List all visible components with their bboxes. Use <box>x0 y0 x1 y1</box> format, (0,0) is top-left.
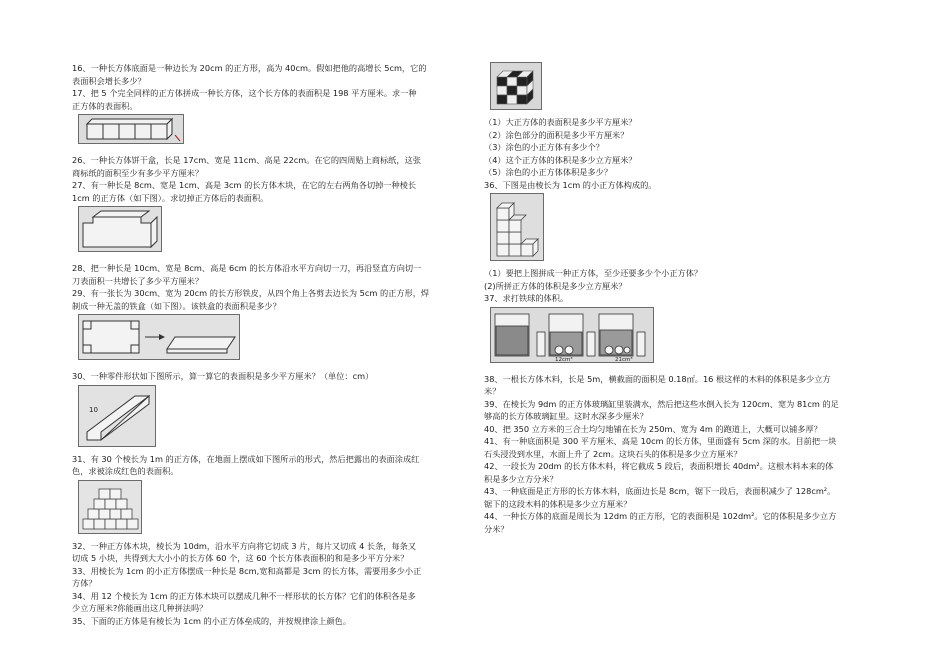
question-28-line-2: 刀表面积一共增长了多少平方厘米？ <box>72 275 204 286</box>
question-41-line-2: 石头浸没到水里，水面上升了 2cm。这块石头的体积是多少立方厘米？ <box>484 448 742 459</box>
question-29-line-2: 制成一种无盖的铁盒（如下图）。该铁盒的表面积是多少？ <box>72 300 281 311</box>
question-27-line-2: 1cm 的正方体（如下图）。求切掉正方体后的表面积。 <box>72 192 269 203</box>
question-35-sub-4: （4）这个正方体的体积是多少立方厘米？ <box>484 154 637 165</box>
question-39-line-1: 39、在棱长为 9dm 的正方体玻璃缸里装满水，然后把这些水倒入长为 120cm、宽为 81cm 的足 <box>484 398 839 409</box>
question-42-line-1: 42、一段长为 20dm 的长方体木料，将它截成 5 段后，表面积增长 40dm²。这根木料本来的体 <box>484 461 834 471</box>
question-37-line-1: 37、求打铁球的体积。 <box>484 293 569 303</box>
dimension-label: 10 <box>89 405 98 414</box>
question-27-line-1: 27、有一种长是 8cm、宽是 1cm、高是 3cm 的长方体木块，在它的左右两角各切掉一种棱长 <box>72 180 417 190</box>
question-16-line-1: 16、一种长方体底面是一种边长为 20cm 的正方形，高为 40cm。假如把他的高增长 5cm，它的 <box>72 63 427 73</box>
question-34-line-2: 少立方厘米?你能画出这几种拼法吗？ <box>72 603 208 613</box>
cut-block-figure <box>78 206 162 252</box>
question-44-line-2: 分米？ <box>484 523 509 534</box>
question-32-line-1: 32、一种正方体木块，棱长为 10dm，沿水平方向将它切成 3 片，每片又切成 4 长条，每条又 <box>72 540 417 551</box>
left-column <box>72 62 470 627</box>
cube-stack-figure <box>78 480 142 534</box>
question-33-line-1: 33、用棱长为 1cm 的小正方体摆成一种长是 8cm,宽和高都是 3cm 的长方体，需要用多少小正 <box>72 565 422 576</box>
question-32-line-2: 切成 5 小块，共得到大大小小的长方体 60 个，这 60 个长方体表面积的和是多少平方分米？ <box>72 553 409 563</box>
small-cube-tower-figure <box>490 193 544 261</box>
volume-label-1: 12cm³ <box>555 356 573 363</box>
question-17-line-2: 正方体的表面积。 <box>72 100 138 111</box>
question-38-line-1: 38、一根长方体木料，长是 5m，横截面的面积是 0.18㎡。16 根这样的木料的体积是多少立方 <box>484 373 831 384</box>
question-36-line-1: 36、下图是由棱长为 1cm 的小正方体构成的。 <box>484 179 657 190</box>
question-39-line-2: 够高的长方体玻璃缸里。这时水深多少厘米？ <box>484 411 648 421</box>
question-31-line-1: 31、有 30 个棱长为 1m 的正方体，在地面上摆成如下图所示的形式，然后把露出的表面涂成红 <box>72 453 420 464</box>
question-33-line-2: 方体？ <box>72 578 97 588</box>
question-35-sub-1: （1）大正方体的表面积是多少平方厘米？ <box>484 117 637 127</box>
question-38-line-2: 米？ <box>484 386 501 396</box>
question-35-sub-2: （2）涂色部分的面积是多少平方厘米？ <box>484 129 629 140</box>
question-41-line-1: 41、有一种底面积是 300 平方厘米、高是 10cm 的长方体，里面盛有 5cm 深的水。目前把一块 <box>484 436 837 446</box>
question-35-sub-5: （5）涂色的小正方体体积是多少？ <box>484 167 613 177</box>
question-26-line-2: 商标纸的面积至少有多少平方厘米？ <box>72 167 204 178</box>
question-43-line-1: 43、一种底面是正方形的长方体木料，底面边长是 8cm，锯下一段后，表面积减少了 128cm²。 <box>484 486 836 496</box>
question-16-line-2: 表面积会增长多少？ <box>72 75 146 86</box>
question-35-sub-3: （3）涂色的小正方体有多少个？ <box>484 142 604 152</box>
question-43-line-2: 锯下的这段木料的体积是多少立方厘米？ <box>484 498 632 509</box>
question-42-line-2: 积是多少立方分米？ <box>484 473 558 484</box>
question-36-sub-1: （1）要把上图拼成一种正方体，至少还要多少个小正方体？ <box>484 268 703 278</box>
question-44-line-1: 44、一种长方体的底面是周长为 12dm 的正方形，它的表面积是 102dm²。它的体积是多少立方 <box>484 511 837 521</box>
question-31-line-2: 色，求被涂成红色的表面积。 <box>72 466 179 476</box>
checkered-cube-figure <box>490 62 542 110</box>
question-28-line-1: 28、把一种长是 10cm、宽是 8cm、高是 6cm 的长方体沿水平方向切一刀，再沿竖直方向切一 <box>72 263 422 273</box>
question-26-line-1: 26、一种长方体饼干盒，长是 17cm、宽是 11cm、高是 22cm。在它的四周贴上商标纸，这张 <box>72 155 421 165</box>
question-35-line-1: 35、下面的正方体是有棱长为 1cm 的小正方体垒成的，并按规律涂上颜色。 <box>72 615 351 626</box>
question-29-line-1: 29、有一张长为 30cm、宽为 20cm 的长方形铁皮，从四个角上各剪去边长为 5cm 的正方形，焊 <box>72 288 430 298</box>
question-34-line-1: 34、用 12 个棱长为 1cm 的正方体木块可以摆成几种不一样形状的长方体？它们的体积各是多 <box>72 590 416 601</box>
question-36-sub-2: (2)所拼正方体的体积是多少立方厘米？ <box>484 280 627 291</box>
question-17-line-1: 17、把 5 个完全同样的正方体拼成一种长方体，这个长方体的表面积是 198 平方厘米。求一种 <box>72 88 417 98</box>
question-40-line-1: 40、把 350 立方米的三合土均匀地铺在长为 250m、宽为 4m 的跑道上，大概可以铺多厚？ <box>484 423 822 434</box>
iron-ball-figure <box>490 307 654 363</box>
right-column <box>484 62 882 535</box>
part-figure <box>78 385 156 447</box>
five-cubes-figure <box>78 114 184 144</box>
question-30-line-1: 30、一种零件形状如下图所示，算一算它的表面积是多少平方厘米？（单位：cm） <box>72 371 374 381</box>
tin-box-figure <box>78 314 240 360</box>
volume-label-2: 21cm³ <box>615 356 633 363</box>
